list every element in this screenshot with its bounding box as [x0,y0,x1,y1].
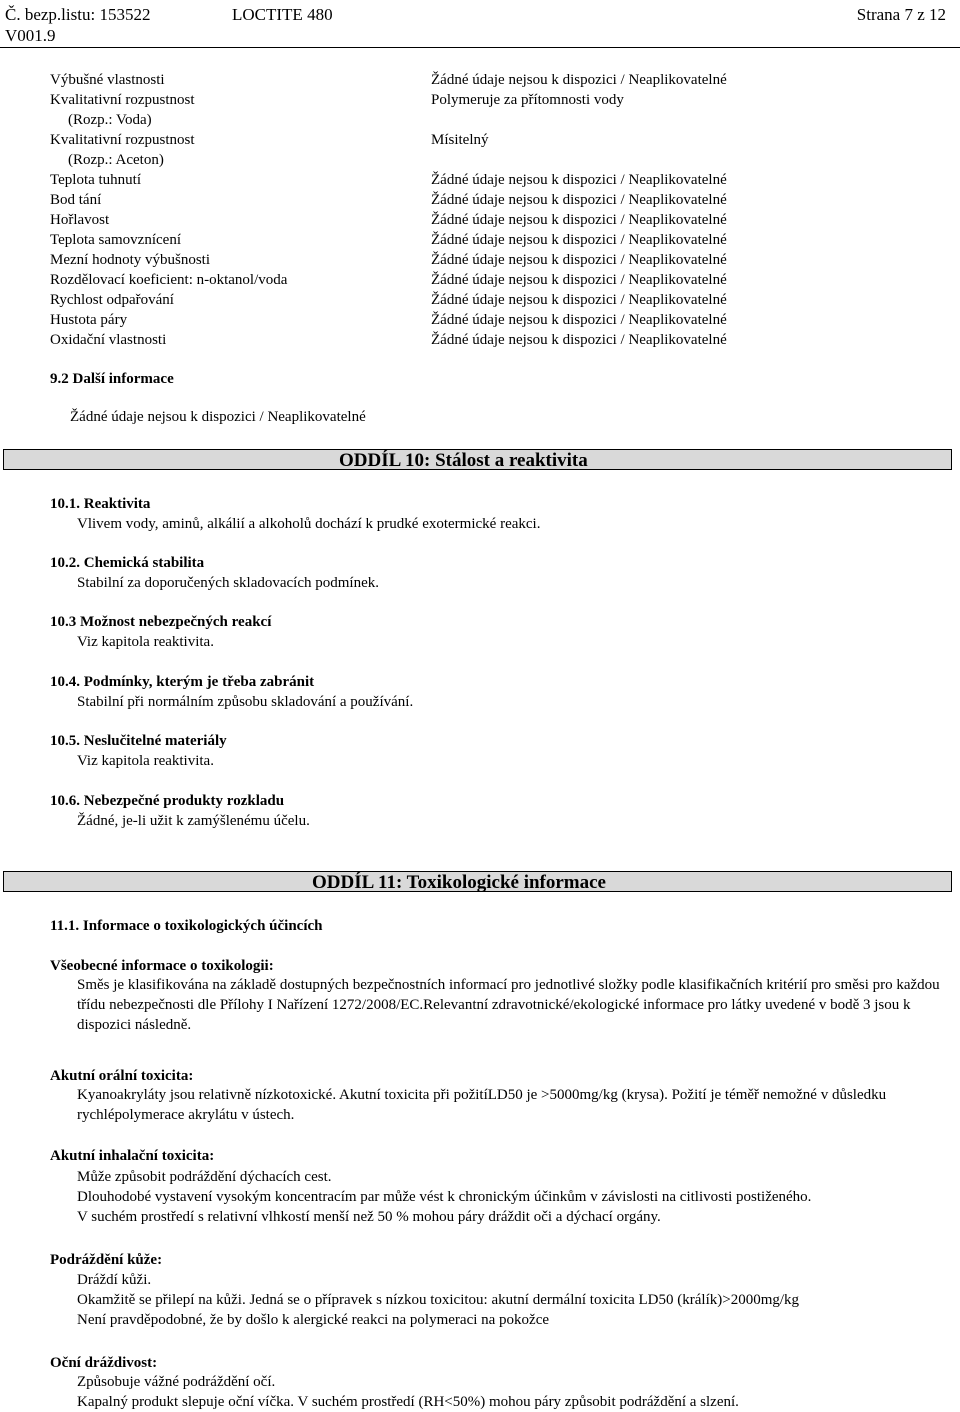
property-row [0,190,960,210]
section-9-2-heading: 9.2 Další informace [50,371,174,387]
property-label: Oxidační vlastnosti [50,332,167,348]
property-label: Hořlavost [50,212,110,228]
general-toxicology-heading: Všeobecné informace o toxikologii: [50,958,274,974]
property-row [0,90,960,110]
inhalation-line: Dlouhodobé vystavení vysokým koncentracím par může vést k chronickým účinkům v závislosti na citlivosti postiženého. [77,1189,812,1205]
page-header [0,4,960,48]
property-label: Teplota samovznícení [50,232,181,248]
eye-line: Kapalný produkt slepuje oční víčka. V suchém prostředí (RH<50%) mohou páry způsobit podráždění a slzení. [77,1394,739,1410]
property-row [0,110,960,130]
inhalation-line: Může způsobit podráždění dýchacích cest. [77,1169,332,1185]
subsection-text: Stabilní při normálním způsobu skladování a používání. [77,694,414,710]
property-row [0,330,960,350]
property-label: Rychlost odpařování [50,292,174,308]
inhalation-toxicity-heading: Akutní inhalační toxicita: [50,1148,215,1164]
property-value: Žádné údaje nejsou k dispozici / Neaplikovatelné [431,232,727,248]
subsection-text: Viz kapitola reaktivita. [77,634,214,650]
inhalation-line: V suchém prostředí s relativní vlhkostí menší než 50 % mohou páry dráždit oči a dýchací orgány. [77,1209,661,1225]
property-label: Bod tání [50,192,102,208]
property-value: Žádné údaje nejsou k dispozici / Neaplikovatelné [431,332,727,348]
property-row [0,270,960,290]
property-row [0,70,960,90]
subsection-heading: 10.1. Reaktivita [50,496,151,512]
property-label: (Rozp.: Aceton) [68,152,164,168]
document-id: Č. bezp.listu: 153522 [5,5,151,24]
property-value: Mísitelný [431,132,489,148]
page-number: Strana 7 z 12 [856,5,946,24]
property-value: Žádné údaje nejsou k dispozici / Neaplikovatelné [431,252,727,268]
property-label: Rozdělovací koeficient: n-oktanol/voda [50,272,288,288]
property-row [0,290,960,310]
oral-toxicity-text: Kyanoakryláty jsou relativně nízkotoxické. Akutní toxicita při požitíLD50 je >5000mg/kg (krysa). Požití je téměř nemožné v důsledku rychlépolymerace akrylátu v ústech. [77,1087,887,1123]
property-value: Žádné údaje nejsou k dispozici / Neaplikovatelné [431,172,727,188]
eye-line: Způsobuje vážné podráždění očí. [77,1374,276,1390]
skin-line: Dráždí kůži. [77,1272,152,1288]
section-11-title: ODDÍL 11: Toxikologické informace [312,872,606,893]
property-value: Polymeruje za přítomnosti vody [431,92,624,108]
subsection-heading: 11.1. Informace o toxikologických účincích [50,918,323,934]
property-row [0,250,960,270]
property-label: (Rozp.: Voda) [68,112,152,128]
property-row [0,150,960,170]
property-label: Výbušné vlastnosti [50,72,165,88]
header-rule [0,47,960,48]
oral-toxicity-heading: Akutní orální toxicita: [50,1068,194,1084]
property-row [0,230,960,250]
property-label: Mezní hodnoty výbušnosti [50,252,210,268]
product-name: LOCTITE 480 [232,5,333,24]
property-value: Žádné údaje nejsou k dispozici / Neaplikovatelné [431,312,727,328]
version: V001.9 [5,26,56,45]
skin-irritation-heading: Podráždění kůže: [50,1252,163,1268]
property-value: Žádné údaje nejsou k dispozici / Neaplikovatelné [431,292,727,308]
property-label: Teplota tuhnutí [50,172,142,188]
subsection-heading: 10.6. Nebezpečné produkty rozkladu [50,793,285,809]
subsection-heading: 10.5. Neslučitelné materiály [50,733,227,749]
subsection-text: Žádné, je-li užit k zamýšlenému účelu. [77,813,310,829]
subsection-heading: 10.3 Možnost nebezpečných reakcí [50,614,272,630]
section-9-2-text: Žádné údaje nejsou k dispozici / Neaplikovatelné [70,409,366,425]
property-row [0,130,960,150]
property-value: Žádné údaje nejsou k dispozici / Neaplikovatelné [431,72,727,88]
eye-irritation-heading: Oční dráždivost: [50,1355,158,1371]
property-value: Žádné údaje nejsou k dispozici / Neaplikovatelné [431,272,727,288]
property-value: Žádné údaje nejsou k dispozici / Neaplikovatelné [431,192,727,208]
property-label: Hustota páry [50,312,128,328]
property-row [0,310,960,330]
property-label: Kvalitativní rozpustnost [50,132,195,148]
subsection-text: Vlivem vody, aminů, alkálií a alkoholů dochází k prudké exotermické reakci. [77,516,541,532]
subsection-text: Viz kapitola reaktivita. [77,753,214,769]
skin-line: Okamžitě se přilepí na kůži. Jedná se o přípravek s nízkou toxicitou: akutní dermální toxicita LD50 (králík)>2000mg/kg [77,1292,800,1308]
property-row [0,170,960,190]
subsection-heading: 10.4. Podmínky, kterým je třeba zabránit [50,674,315,690]
subsection-text: Stabilní za doporučených skladovacích podmínek. [77,575,379,591]
general-toxicology-text: Směs je klasifikována na základě dostupných bezpečnostních informací pro jednotlivé složky podle klasifikačních kritérií pro směsi pro každou třídu nebezpečnosti dle Přílohy I Nařízení 1272/2008/EC.Relevantní zdravotnické/ekologické informace pro látky uvedené v bodě 3 jsou k dispozici následně. [77,977,940,1033]
skin-line: Není pravděpodobné, že by došlo k alergické reakci na polymeraci na pokožce [77,1312,550,1328]
property-label: Kvalitativní rozpustnost [50,92,195,108]
subsection-heading: 10.2. Chemická stabilita [50,555,205,571]
property-value: Žádné údaje nejsou k dispozici / Neaplikovatelné [431,212,727,228]
section-10-title: ODDÍL 10: Stálost a reaktivita [339,450,588,471]
property-row [0,210,960,230]
